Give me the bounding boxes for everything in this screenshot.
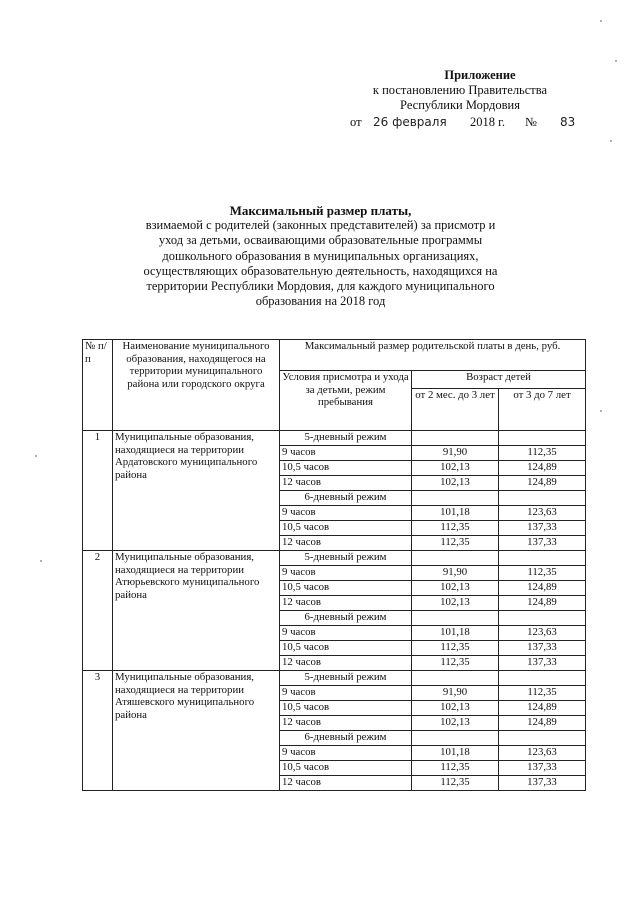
condition-cell: 12 часов bbox=[280, 776, 412, 791]
value-age-2: 124,89 bbox=[499, 581, 586, 596]
header-max-fee: Максимальный размер родительской платы в день, руб. bbox=[280, 340, 586, 371]
value-age-1: 102,13 bbox=[412, 461, 499, 476]
scan-speck bbox=[40, 560, 42, 562]
condition-cell: 9 часов bbox=[280, 686, 412, 701]
scan-speck bbox=[600, 410, 602, 412]
mode-label: 5-дневный режим bbox=[280, 671, 412, 686]
header-num: № п/п bbox=[83, 340, 113, 431]
annex-line-1: к постановлению Правительства bbox=[372, 83, 548, 97]
value-age-2: 124,89 bbox=[499, 596, 586, 611]
condition-cell: 12 часов bbox=[280, 656, 412, 671]
mode-row bbox=[83, 551, 586, 566]
empty-cell bbox=[499, 731, 586, 746]
annex-title: Приложение bbox=[444, 68, 516, 82]
value-age-2: 137,33 bbox=[499, 776, 586, 791]
empty-cell bbox=[499, 431, 586, 446]
condition-cell: 10,5 часов bbox=[280, 701, 412, 716]
empty-cell bbox=[499, 671, 586, 686]
header-age-1: от 2 мес. до 3 лет bbox=[412, 389, 499, 431]
value-age-1: 91,90 bbox=[412, 446, 499, 461]
value-age-2: 123,63 bbox=[499, 506, 586, 521]
condition-cell: 12 часов bbox=[280, 536, 412, 551]
scan-speck bbox=[610, 140, 612, 142]
annex-date-line bbox=[345, 115, 575, 131]
document-title bbox=[108, 203, 533, 309]
value-age-2: 112,35 bbox=[499, 686, 586, 701]
value-age-2: 124,89 bbox=[499, 476, 586, 491]
condition-cell: 9 часов bbox=[280, 626, 412, 641]
condition-cell: 12 часов bbox=[280, 716, 412, 731]
value-age-1: 112,35 bbox=[412, 776, 499, 791]
value-age-1: 112,35 bbox=[412, 761, 499, 776]
annex-year: 2018 г. bbox=[470, 115, 505, 129]
value-age-1: 102,13 bbox=[412, 716, 499, 731]
value-age-2: 137,33 bbox=[499, 761, 586, 776]
mode-row bbox=[83, 671, 586, 686]
title-line-5: осуществляющих образовательную деятельность, находящихся на bbox=[143, 263, 498, 278]
value-age-1: 112,35 bbox=[412, 641, 499, 656]
condition-cell: 10,5 часов bbox=[280, 641, 412, 656]
value-age-2: 123,63 bbox=[499, 746, 586, 761]
value-age-1: 101,18 bbox=[412, 506, 499, 521]
condition-cell: 10,5 часов bbox=[280, 581, 412, 596]
empty-cell bbox=[412, 731, 499, 746]
empty-cell bbox=[412, 611, 499, 626]
value-age-2: 137,33 bbox=[499, 521, 586, 536]
title-line-7: образования на 2018 год bbox=[255, 294, 386, 309]
scan-speck bbox=[600, 20, 602, 22]
header-age-2: от 3 до 7 лет bbox=[499, 389, 586, 431]
empty-cell bbox=[412, 431, 499, 446]
header-name: Наименование муниципального образования, находящегося на территории муниципального района или городского округа bbox=[113, 340, 280, 431]
condition-cell: 9 часов bbox=[280, 446, 412, 461]
scan-speck bbox=[35, 455, 37, 457]
annex-line-2: Республики Мордовия bbox=[400, 98, 520, 112]
value-age-1: 112,35 bbox=[412, 521, 499, 536]
empty-cell bbox=[499, 611, 586, 626]
annex-number: 83 bbox=[560, 115, 576, 129]
title-line-2: взимаемой с родителей (законных представителей) за присмотр и bbox=[145, 218, 496, 233]
mode-label: 6-дневный режим bbox=[280, 731, 412, 746]
condition-cell: 10,5 часов bbox=[280, 461, 412, 476]
value-age-2: 124,89 bbox=[499, 701, 586, 716]
mode-label: 5-дневный режим bbox=[280, 431, 412, 446]
title-line-4: дошкольного образования в муниципальных организациях, bbox=[162, 248, 479, 263]
scan-speck bbox=[615, 60, 617, 62]
value-age-1: 102,13 bbox=[412, 581, 499, 596]
value-age-1: 112,35 bbox=[412, 656, 499, 671]
mode-label: 6-дневный режим bbox=[280, 611, 412, 626]
condition-cell: 9 часов bbox=[280, 506, 412, 521]
empty-cell bbox=[412, 491, 499, 506]
empty-cell bbox=[412, 551, 499, 566]
value-age-2: 112,35 bbox=[499, 446, 586, 461]
value-age-2: 137,33 bbox=[499, 536, 586, 551]
group-number: 3 bbox=[83, 671, 113, 791]
condition-cell: 9 часов bbox=[280, 566, 412, 581]
mode-label: 5-дневный режим bbox=[280, 551, 412, 566]
annex-header bbox=[345, 68, 575, 131]
value-age-2: 137,33 bbox=[499, 641, 586, 656]
value-age-1: 102,13 bbox=[412, 701, 499, 716]
value-age-1: 101,18 bbox=[412, 626, 499, 641]
header-conditions: Условия присмотра и ухода за детьми, режим пребывания bbox=[280, 371, 412, 431]
title-line-3: уход за детьми, осваивающими образовательные программы bbox=[158, 233, 483, 248]
mode-label: 6-дневный режим bbox=[280, 491, 412, 506]
condition-cell: 10,5 часов bbox=[280, 521, 412, 536]
value-age-1: 91,90 bbox=[412, 566, 499, 581]
value-age-1: 91,90 bbox=[412, 686, 499, 701]
annex-day-month: 26 февраля bbox=[373, 115, 447, 129]
value-age-2: 112,35 bbox=[499, 566, 586, 581]
group-number: 2 bbox=[83, 551, 113, 671]
condition-cell: 10,5 часов bbox=[280, 761, 412, 776]
value-age-1: 112,35 bbox=[412, 536, 499, 551]
value-age-2: 124,89 bbox=[499, 461, 586, 476]
condition-cell: 12 часов bbox=[280, 476, 412, 491]
group-number: 1 bbox=[83, 431, 113, 551]
value-age-2: 137,33 bbox=[499, 656, 586, 671]
empty-cell bbox=[499, 551, 586, 566]
condition-cell: 12 часов bbox=[280, 596, 412, 611]
value-age-2: 124,89 bbox=[499, 716, 586, 731]
group-name: Муниципальные образования, находящиеся на территории Атюрьевского муниципального района bbox=[113, 551, 280, 671]
title-line-6: территории Республики Мордовия, для каждого муниципального bbox=[146, 279, 495, 294]
fee-table bbox=[82, 339, 586, 791]
value-age-1: 102,13 bbox=[412, 476, 499, 491]
value-age-1: 102,13 bbox=[412, 596, 499, 611]
empty-cell bbox=[412, 671, 499, 686]
group-name: Муниципальные образования, находящиеся на территории Ардатовского муниципального района bbox=[113, 431, 280, 551]
title-line-1: Максимальный размер платы, bbox=[229, 203, 412, 218]
condition-cell: 9 часов bbox=[280, 746, 412, 761]
header-age: Возраст детей bbox=[412, 371, 586, 389]
value-age-2: 123,63 bbox=[499, 626, 586, 641]
empty-cell bbox=[499, 491, 586, 506]
annex-from: от bbox=[350, 115, 362, 129]
fee-table-body bbox=[83, 431, 586, 791]
mode-row bbox=[83, 431, 586, 446]
group-name: Муниципальные образования, находящиеся на территории Атяшевского муниципального района bbox=[113, 671, 280, 791]
value-age-1: 101,18 bbox=[412, 746, 499, 761]
annex-number-sign: № bbox=[525, 115, 537, 129]
